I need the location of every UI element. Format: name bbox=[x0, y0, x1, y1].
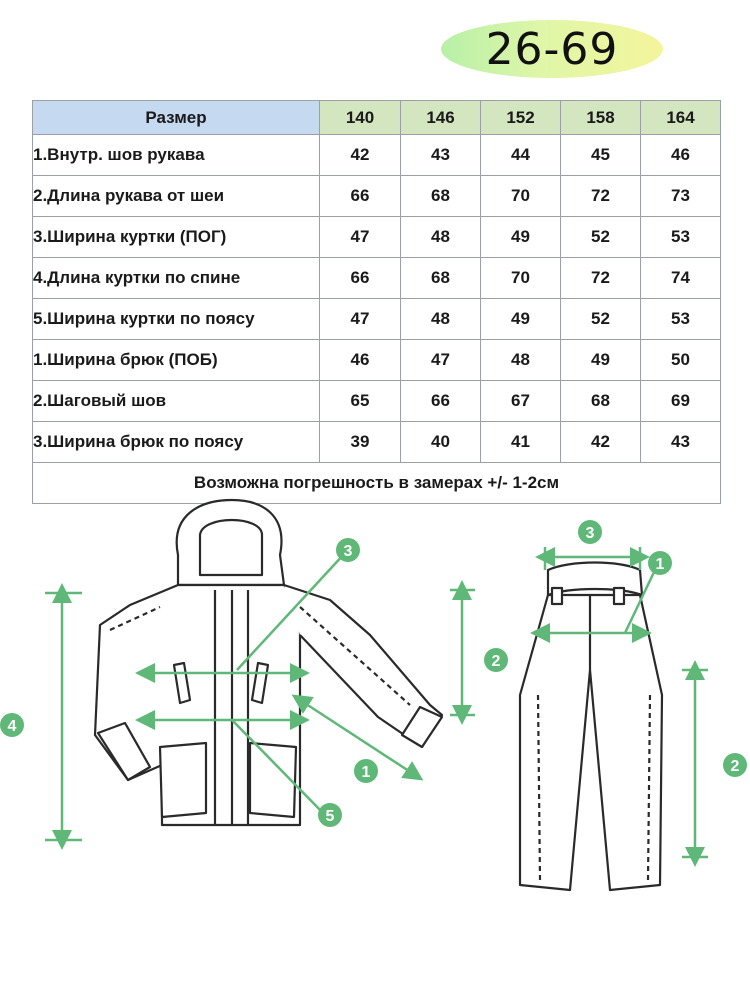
jacket-pocket-left bbox=[160, 743, 206, 817]
marker-2-pants bbox=[723, 753, 747, 777]
header-size-152: 152 bbox=[481, 101, 561, 135]
svg-text:4: 4 bbox=[7, 718, 17, 735]
cell-value: 43 bbox=[641, 422, 721, 463]
marker-1-jacket bbox=[354, 759, 378, 783]
table-row bbox=[33, 340, 721, 381]
cell-value: 49 bbox=[481, 217, 561, 258]
header-size-158: 158 bbox=[561, 101, 641, 135]
cell-value: 48 bbox=[481, 340, 561, 381]
marker-3-pants bbox=[578, 520, 602, 544]
table-row bbox=[33, 258, 721, 299]
cell-value: 72 bbox=[561, 258, 641, 299]
cell-value: 48 bbox=[401, 217, 481, 258]
svg-text:1: 1 bbox=[655, 556, 665, 573]
table-row bbox=[33, 135, 721, 176]
cell-value: 67 bbox=[481, 381, 561, 422]
cell-value: 41 bbox=[481, 422, 561, 463]
table-row bbox=[33, 217, 721, 258]
cell-value: 48 bbox=[401, 299, 481, 340]
cell-value: 72 bbox=[561, 176, 641, 217]
cell-value: 69 bbox=[641, 381, 721, 422]
cell-value: 70 bbox=[481, 176, 561, 217]
cell-value: 68 bbox=[561, 381, 641, 422]
cell-value: 52 bbox=[561, 217, 641, 258]
cell-value: 46 bbox=[641, 135, 721, 176]
cell-value: 52 bbox=[561, 299, 641, 340]
jacket-drawing bbox=[95, 500, 442, 825]
svg-text:3: 3 bbox=[343, 543, 353, 560]
svg-text:3: 3 bbox=[585, 525, 595, 542]
cell-value: 39 bbox=[320, 422, 401, 463]
row-label: 4.Длина куртки по спине bbox=[33, 258, 320, 299]
cell-value: 68 bbox=[401, 176, 481, 217]
measurement-note: Возможна погрешность в замерах +/- 1-2см bbox=[33, 463, 721, 504]
table-header-row bbox=[33, 101, 721, 135]
cell-value: 66 bbox=[320, 176, 401, 217]
header-size-146: 146 bbox=[401, 101, 481, 135]
cell-value: 66 bbox=[401, 381, 481, 422]
svg-text:5: 5 bbox=[325, 808, 335, 825]
cell-value: 53 bbox=[641, 217, 721, 258]
cell-value: 47 bbox=[320, 299, 401, 340]
cell-value: 50 bbox=[641, 340, 721, 381]
table-row bbox=[33, 176, 721, 217]
size-range-badge bbox=[441, 20, 663, 78]
marker-3-jacket bbox=[336, 538, 360, 562]
header-size-164: 164 bbox=[641, 101, 721, 135]
cell-value: 47 bbox=[401, 340, 481, 381]
cell-value: 45 bbox=[561, 135, 641, 176]
row-label: 1.Внутр. шов рукава bbox=[33, 135, 320, 176]
marker-2-jacket bbox=[484, 648, 508, 672]
garment-diagram bbox=[0, 495, 750, 1000]
pants-drawing bbox=[520, 563, 662, 891]
cell-value: 49 bbox=[561, 340, 641, 381]
cell-value: 44 bbox=[481, 135, 561, 176]
cell-value: 70 bbox=[481, 258, 561, 299]
jacket-hood bbox=[177, 500, 284, 585]
size-range-text: 26-69 bbox=[485, 24, 619, 75]
table-row bbox=[33, 422, 721, 463]
cell-value: 49 bbox=[481, 299, 561, 340]
cell-value: 42 bbox=[320, 135, 401, 176]
row-label: 3.Ширина брюк по поясу bbox=[33, 422, 320, 463]
row-label: 1.Ширина брюк (ПОБ) bbox=[33, 340, 320, 381]
cell-value: 68 bbox=[401, 258, 481, 299]
row-label: 2.Шаговый шов bbox=[33, 381, 320, 422]
cell-value: 40 bbox=[401, 422, 481, 463]
row-label: 2.Длина рукава от шеи bbox=[33, 176, 320, 217]
cell-value: 42 bbox=[561, 422, 641, 463]
cell-value: 46 bbox=[320, 340, 401, 381]
svg-text:2: 2 bbox=[491, 653, 501, 670]
cell-value: 43 bbox=[401, 135, 481, 176]
table-row bbox=[33, 299, 721, 340]
svg-text:1: 1 bbox=[361, 764, 371, 781]
header-size-label: Размер bbox=[33, 101, 320, 135]
cell-value: 65 bbox=[320, 381, 401, 422]
row-label: 3.Ширина куртки (ПОГ) bbox=[33, 217, 320, 258]
marker-4-jacket bbox=[0, 713, 24, 737]
svg-text:2: 2 bbox=[730, 758, 740, 775]
marker-1-pants bbox=[648, 551, 672, 575]
size-table bbox=[32, 100, 721, 504]
cell-value: 53 bbox=[641, 299, 721, 340]
marker-5-jacket bbox=[318, 803, 342, 827]
row-label: 5.Ширина куртки по поясу bbox=[33, 299, 320, 340]
cell-value: 47 bbox=[320, 217, 401, 258]
table-row bbox=[33, 381, 721, 422]
cell-value: 73 bbox=[641, 176, 721, 217]
cell-value: 74 bbox=[641, 258, 721, 299]
cell-value: 66 bbox=[320, 258, 401, 299]
header-size-140: 140 bbox=[320, 101, 401, 135]
